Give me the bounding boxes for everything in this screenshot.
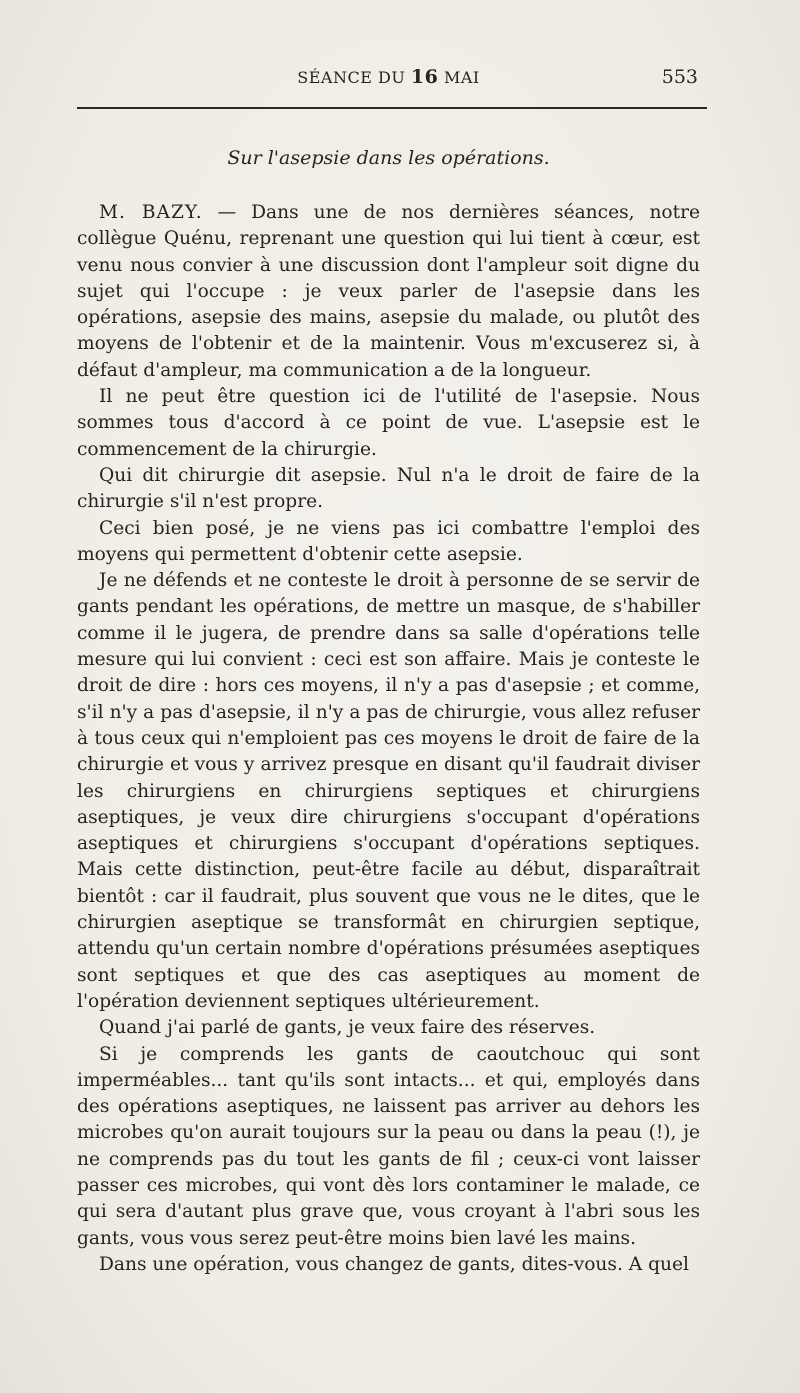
- paragraph-6: Quand j'ai parlé de gants, je veux faire des réserves.: [99, 1017, 596, 1039]
- body-text: [77, 200, 700, 1278]
- page-header: [77, 66, 700, 94]
- paragraph-8: Dans une opération, vous changez de gants, dites-vous. A quel: [99, 1253, 689, 1275]
- paragraph-4: Ceci bien posé, je ne viens pas ici combattre l'emploi des moyens qui permettent d'obtenir cette asepsie.: [77, 517, 700, 565]
- running-head: [77, 66, 700, 88]
- section-title: Sur l'asepsie dans les opérations.: [227, 147, 550, 169]
- paragraph-7: Si je comprends les gants de caoutchouc qui sont imperméables... tant qu'ils sont intacts... et qui, employés dans des opérations aseptiques, ne laissent pas arriver au dehors les microbes qu'on aurait toujours sur la peau ou dans la peau (!), je ne comprends pas du tout les gants de fil ; ceux-ci vont laisser passer ces microbes, qui vont dès lors contaminer le malade, ce qui sera d'autant plus grave que, vous croyant à l'abri sous les gants, vous vous serez peut-être moins bien lavé les mains.: [77, 1043, 700, 1249]
- page-number: 553: [661, 66, 698, 88]
- header-rule: [77, 107, 707, 109]
- running-head-month: MAI: [443, 68, 480, 87]
- running-head-prefix: SÉANCE DU: [297, 68, 406, 87]
- speaker-name: M. BAZY.: [99, 202, 203, 223]
- paragraph-3: Qui dit chirurgie dit asepsie. Nul n'a le droit de faire de la chirurgie s'il n'est propre.: [77, 464, 700, 513]
- running-head-day: 16: [410, 66, 439, 88]
- paragraph-1: [77, 200, 700, 384]
- paragraph-5: Je ne défends et ne conteste le droit à personne de se servir de gants pendant les opérations, de mettre un masque, de s'habiller comme il le jugera, de prendre dans sa salle d'opérations telle mesure qui lui convient : ceci est son affaire. Mais je conteste le droit de dire : hors ces moyens, il n'y a pas d'asepsie ; et comme, s'il n'y a pas d'asepsie, il n'y a pas de chirurgie, vous allez refuser à tous ceux qui n'emploient pas ces moyens le droit de faire de la chirurgie et vous y arrivez presque en disant qu'il faudrait diviser les chirurgiens en chirurgiens septiques et chirurgiens aseptiques, je veux dire chirurgiens s'occupant d'opérations aseptiques et chirurgiens s'occupant d'opérations septiques. Mais cette distinction, peut-être facile au début, disparaîtrait bientôt : car il faudrait, plus souvent que vous ne le dites, que le chirurgien aseptique se transformât en chirurgien septique, attendu qu'un certain nombre d'opérations présumées aseptiques sont septiques et que des cas aseptiques au moment de l'opération deviennent septiques ultérieurement.: [77, 570, 700, 1012]
- paragraph-2: Il ne peut être question ici de l'utilité de l'asepsie. Nous sommes tous d'accord à ce point de vue. L'asepsie est le commencement de la chirurgie.: [77, 386, 700, 460]
- paragraph-1-text: — Dans une de nos dernières séances, notre collègue Quénu, reprenant une question qui lui tient à cœur, est venu nous convier à une discussion dont l'ampleur soit digne du sujet qui l'occupe : je veux parler de l'asepsie dans les opérations, asepsie des mains, asepsie du malade, ou plutôt des moyens de l'obtenir et de la maintenir. Vous m'excuserez si, à défaut d'ampleur, ma communication a de la longueur.: [77, 202, 700, 381]
